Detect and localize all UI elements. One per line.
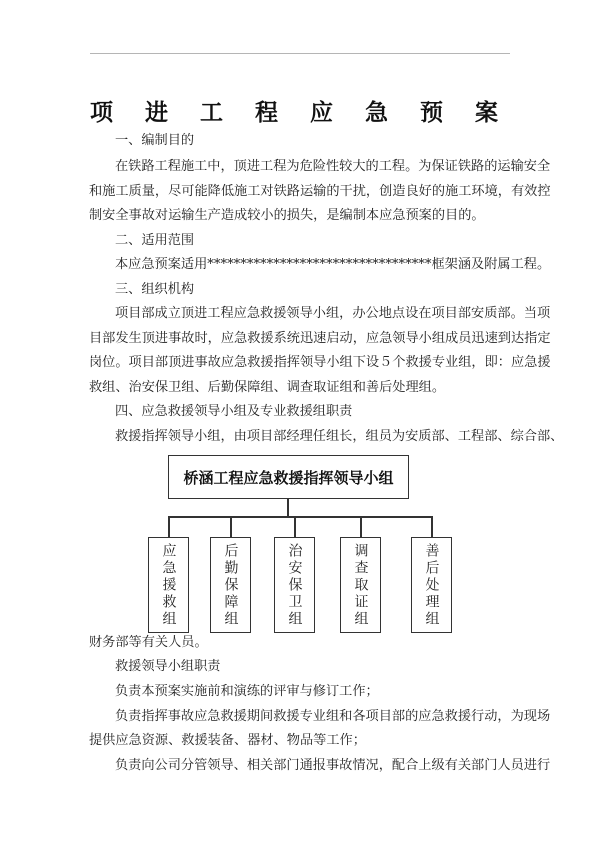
section2-heading: 二、适用范围 bbox=[115, 233, 195, 248]
org-unit-label: 治安保卫组 bbox=[286, 542, 303, 628]
org-unit-label: 善后处理组 bbox=[423, 542, 440, 628]
org-chart-connector bbox=[294, 516, 296, 537]
org-unit-box bbox=[148, 537, 189, 633]
section3-line: 目部发生顶进事故时，应急救援系统迅速启动，应急领导小组成员迅速到达指定 bbox=[89, 331, 551, 346]
section1-heading: 一、编制目的 bbox=[115, 133, 195, 148]
org-unit-box bbox=[340, 537, 381, 633]
section4-continuation: 财务部等有关人员。 bbox=[89, 635, 208, 650]
org-chart-connector bbox=[168, 516, 170, 537]
section1-line: 制安全事故对运输生产造成较小的损失，是编制本应急预案的目的。 bbox=[89, 208, 485, 223]
duty-line: 负责指挥事故应急救援期间救援专业组和各项目部的应急救援行动，为现场 bbox=[115, 709, 551, 724]
org-chart-connector bbox=[230, 516, 232, 537]
section3-heading: 三、组织机构 bbox=[115, 282, 195, 297]
section4-heading: 四、应急救援领导小组及专业救援组职责 bbox=[115, 404, 353, 419]
section4-subheading: 救援领导小组职责 bbox=[115, 659, 221, 674]
org-unit-label: 应急援救组 bbox=[160, 542, 177, 628]
org-unit-box bbox=[274, 537, 315, 633]
section3-line: 项目部成立顶进工程应急救援领导小组，办公地点设在项目部安质部。当项 bbox=[115, 306, 551, 321]
section3-line: 救组、治安保卫组、后勤保障组、调查取证组和善后处理组。 bbox=[89, 380, 446, 395]
org-unit-label: 后勤保障组 bbox=[222, 542, 239, 628]
duty-line: 负责本预案实施前和演练的评审与修订工作； bbox=[115, 684, 379, 699]
section3-line: 岗位。项目部顶进事故应急救援指挥领导小组下设５个救援专业组，即：应急援 bbox=[89, 355, 551, 370]
org-chart-top-box bbox=[168, 455, 409, 499]
duty-line: 负责向公司分管领导、相关部门通报事故情况，配合上级有关部门人员进行 bbox=[115, 758, 551, 773]
org-unit-label: 调查取证组 bbox=[352, 542, 369, 628]
org-chart-connector bbox=[168, 516, 433, 518]
org-chart-top-label: 桥涵工程应急救援指挥领导小组 bbox=[183, 468, 394, 487]
section2-line: 本应急预案适用**********************************框架涵及附属工程。 bbox=[115, 257, 551, 272]
header-rule bbox=[90, 53, 510, 54]
page-title: 项 进 工 程 应 急 预 案 bbox=[89, 99, 511, 126]
org-chart-connector bbox=[360, 516, 362, 537]
section1-line: 在铁路工程施工中，顶进工程为危险性较大的工程。为保证铁路的运输安全 bbox=[115, 159, 551, 174]
org-unit-box bbox=[210, 537, 251, 633]
org-chart-connector bbox=[431, 516, 433, 537]
section1-line: 和施工质量，尽可能降低施工对铁路运输的干扰，创造良好的施工环境，有效控 bbox=[89, 184, 551, 199]
duty-line: 提供应急资源、救援装备、器材、物品等工作； bbox=[89, 733, 366, 748]
section4-intro: 救援指挥领导小组，由项目部经理任组长，组员为安质部、工程部、综合部、 bbox=[115, 429, 564, 444]
org-chart-connector bbox=[287, 498, 289, 516]
org-unit-box bbox=[411, 537, 452, 633]
